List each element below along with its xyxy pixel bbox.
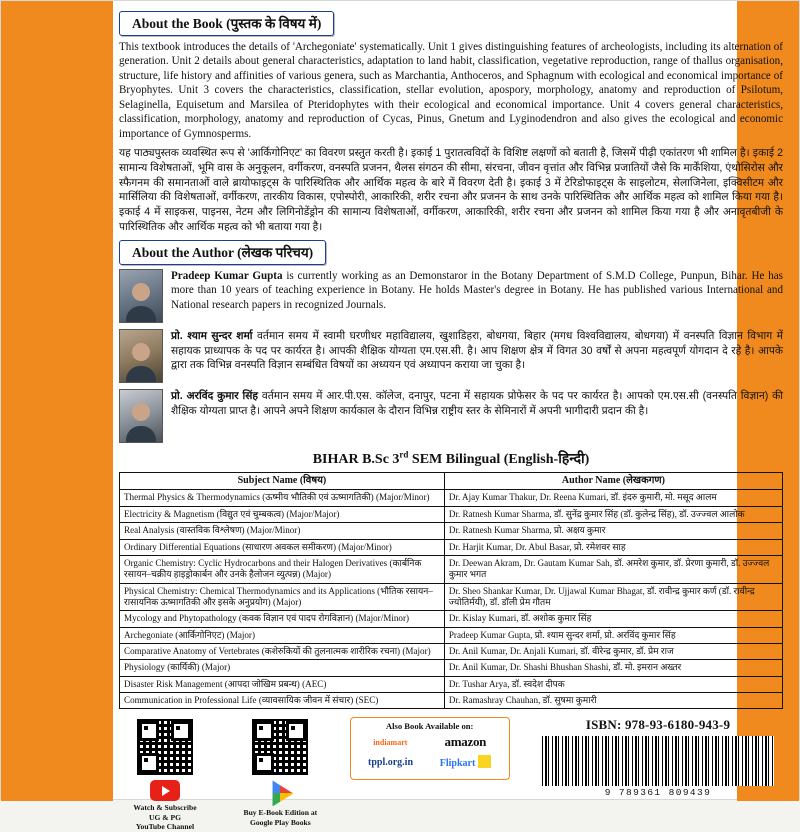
table-row xyxy=(120,539,783,555)
about-author-heading-wrap xyxy=(119,240,783,265)
author-entry xyxy=(119,329,783,383)
cell-author: Dr. Deewan Akram, Dr. Gautam Kumar Sah, डॉ. अमरेश कुमार, डॉ. प्रेरणा कुमारी, डॉ. उज्ज्वल कुमार भगत xyxy=(444,555,782,583)
author-bio-text: is currently working as an Demonstaror in the Botany Department of S.M.D College, Punpun, Bihar. He has more than 10 years of teaching experience in Botany. He holds Master's degree in Botany. He has published various International and National research papers in recognized Journals. xyxy=(171,269,783,311)
table-row xyxy=(120,506,783,522)
cell-author: Dr. Ramashray Chauhan, डॉ. सुषमा कुमारी xyxy=(444,693,782,709)
cell-subject: Ordinary Differential Equations (साधारण अवकल समीकरण) (Major/Minor) xyxy=(120,539,445,555)
subject-author-table xyxy=(119,472,783,710)
about-author-heading: About the Author (लेखक परिचय) xyxy=(119,240,326,265)
table-row xyxy=(120,611,783,627)
about-book-heading-wrap xyxy=(119,11,783,36)
table-body xyxy=(120,490,783,709)
author-bio xyxy=(171,269,783,312)
flipkart-logo[interactable]: Flipkart xyxy=(439,758,476,770)
availability-title: Also Book Available on: xyxy=(385,721,474,732)
barcode-number: 9 789361 809439 xyxy=(604,787,712,799)
availability-box xyxy=(350,717,510,780)
flipkart-bag-icon xyxy=(478,755,491,768)
cell-subject: Communication in Professional Life (व्यावसायिक जीवन में संचार) (SEC) xyxy=(120,693,445,709)
availability-row-1 xyxy=(355,734,505,750)
googleplay-line1: Buy E-Book Edition at xyxy=(243,808,318,818)
about-book-paragraph-hi: यह पाठ्यपुस्तक व्यवस्थित रूप से 'आर्किगोनिएट' का विवरण प्रस्तुत करती है। इकाई 1 पुरातत्वविदों के विशिष्ट लक्षणों को बताती है, जिसमें पीढ़ी एकांतरण भी शामिल है। इकाई 2 सामान्य विशेषताओं, भूमि वास के अनुकूलन, वर्गीकरण, वनस्पति प्रजनन, थैलस संगठन की सीमा, संरचना, जीवन वृत्तांत और विभिन्न प्रजातियों जैसे कि मार्केंशिया, एंथोसिरोस और स्फैगनम की समानताओं वाले ब्रायोफाइट्स के पारिस्थितिक और आर्थिक महत्व के बारे में विवरण देती है। इकाई 3 में टेरिडोफाइट्स के साइलोटम, सेलाजिनेला, इक्विसीटम और मार्सिलिया की विशेषताओं, वर्गीकरण, तारकीय विकास, एपोस्पोरी, आकारिकी, शरीर रचना और प्रजनन के साथ उनके पारिस्थितिक और आर्थिक महत्व को शामिल किया गया है। इकाई 4 में साइकस, पाइनस, नेटम और लिगिनोडेंड्रोन की सामान्य विशेषताओं, वर्गीकरण, आकारिकी, शरीर रचना और प्रजनन को शामिल किया गया है और अनावृतबीजी के पारिस्थितिक और आर्थिक महत्व को भी बताया गया है। xyxy=(119,146,783,234)
about-book-heading: About the Book (पुस्तक के विषय में) xyxy=(119,11,334,36)
cover-content xyxy=(119,9,784,832)
cell-subject: Physiology (कार्यिकी) (Major) xyxy=(120,660,445,676)
author-entry xyxy=(119,269,783,323)
column-header-author: Author Name (लेखकगण) xyxy=(444,472,782,490)
table-row xyxy=(120,490,783,506)
youtube-line1: Watch & Subscribe xyxy=(133,803,197,813)
amazon-logo[interactable]: amazon xyxy=(444,734,487,750)
author-photo xyxy=(119,269,163,323)
cell-author: Dr. Harjit Kumar, Dr. Abul Basar, प्रो. रमेशवर साह xyxy=(444,539,782,555)
cell-author: Dr. Sheo Shankar Kumar, Dr. Ujjawal Kumar Bhagat, डॉ. रावीन्द्र कुमार कर्ण (डॉ. रावीन्द्र ज्योतिर्मयी), डॉ. डॉली प्रेम गौतम xyxy=(444,583,782,611)
author-name: प्रो. अरविंद कुमार सिंह xyxy=(171,389,259,402)
table-row xyxy=(120,660,783,676)
ordinal-suffix: rd xyxy=(399,449,409,460)
series-table-title: BIHAR B.Sc 3rd SEM Bilingual (English-हिन्दी) xyxy=(312,449,590,467)
cell-author: Dr. Ratnesh Kumar Sharma, प्रो. अक्षय कुमार xyxy=(444,523,782,539)
author-photo xyxy=(119,329,163,383)
cell-subject: Physical Chemistry: Chemical Thermodynamics and its Applications (भौतिक रसायन–रासायनिक ऊष्मागतिकी और इसके अनुप्रयोग) (Major) xyxy=(120,583,445,611)
indiamart-logo[interactable]: indiamart xyxy=(373,737,408,747)
isbn-block xyxy=(533,717,783,798)
youtube-icon xyxy=(150,780,180,801)
cell-author: Dr. Ratnesh Kumar Sharma, डॉ. सुनेंद्र कुमार सिंह (डॉ. कुलेन्द्र सिंह), डॉ. उज्ज्वल आलोक xyxy=(444,506,782,522)
cell-subject: Thermal Physics & Thermodynamics (ऊष्मीय भौतिकी एवं ऊष्मागतिकी) (Major/Minor) xyxy=(120,490,445,506)
youtube-line2: UG & PG xyxy=(148,812,182,822)
cell-subject: Mycology and Phytopathology (कवक विज्ञान एवं पादप रोगविज्ञान) (Major/Minor) xyxy=(120,611,445,627)
author-entry xyxy=(119,389,783,443)
author-bio xyxy=(171,329,783,373)
table-row xyxy=(120,555,783,583)
cell-author: Dr. Anil Kumar, Dr. Shashi Bhushan Shashi, डॉ. मो. इमरान अख्तर xyxy=(444,660,782,676)
cell-subject: Archegoniate (आर्किगोनिएट) (Major) xyxy=(120,627,445,643)
table-row xyxy=(120,627,783,643)
cell-author: Dr. Kislay Kumari, डॉ. अशोक कुमार सिंह xyxy=(444,611,782,627)
author-bio xyxy=(171,389,783,418)
qr-code-youtube[interactable] xyxy=(135,717,195,777)
left-orange-bar xyxy=(1,1,113,801)
cell-subject: Disaster Risk Management (आपदा जोखिम प्रबन्ध) (AEC) xyxy=(120,676,445,692)
availability-row-2 xyxy=(355,753,505,771)
isbn-text: ISBN: 978-93-6180-943-9 xyxy=(585,717,731,733)
table-row xyxy=(120,523,783,539)
googleplay-line2: Google Play Books xyxy=(249,817,311,827)
cell-author: Dr. Ajay Kumar Thakur, Dr. Reena Kumari, डॉ. इंदरु कुमारी, मो. मसूद आलम xyxy=(444,490,782,506)
qr-code-googleplay[interactable] xyxy=(250,717,310,777)
table-header-row xyxy=(120,472,783,490)
author-bio-text: वर्तमान समय में आर.पी.एस. कॉलेज, दनापुर, पटना में सहायक प्रोफेसर के पद पर कार्यरत है। आपको एम.एस.सी (वनस्पति विज्ञान) की शैक्षिक योग्यता प्राप्त है। आपने अपने शिक्षण कार्यकाल के दौरान विभिन्न राष्ट्रीय स्तर के सेमिनारों में अपनी भागीदारी प्रदान की है। xyxy=(171,389,784,417)
youtube-qr-block[interactable] xyxy=(119,717,211,831)
author-name: Pradeep Kumar Gupta xyxy=(171,269,283,282)
googleplay-qr-block[interactable] xyxy=(234,717,326,827)
table-row xyxy=(120,644,783,660)
cell-author: Pradeep Kumar Gupta, प्रो. श्याम सुन्दर शर्मा, प्रो. अरविंद कुमार सिंह xyxy=(444,627,782,643)
bottom-strip xyxy=(119,717,783,831)
cell-subject: Comparative Anatomy of Vertebrates (कशेरुकियों की तुलनात्मक शारीरिक रचना) (Major) xyxy=(120,644,445,660)
google-play-icon xyxy=(267,780,293,806)
table-row xyxy=(120,583,783,611)
table-row xyxy=(120,693,783,709)
column-header-subject: Subject Name (विषय) xyxy=(120,472,445,490)
cell-subject: Electricity & Magnetism (विद्युत एवं चुम्बकत्व) (Major/Major) xyxy=(120,506,445,522)
youtube-line3: YouTube Channel xyxy=(135,822,195,832)
about-book-paragraph-en: This textbook introduces the details of 'Archegoniate' systematically. Unit 1 gives distinguishing features of archeologists, including its alternation of generation. Unit 2 details about general characteristics, adaptation to land habit, classification, vegetative reproduction, range of thallus organisation, structure, life history and affinities of various genera, such as Marchantia, Anthoceros, and Sphagnum with ecological and economical importance of Bryophytes. Unit 3 covers the characteristics, classification, stellar evolution, apospory, morphology, anatomy and reproduction of Psilotum, Selaginella, Equisetum and Marsilea of Pteridophytes with their ecological and economical importance. Unit 4 covers general characteristics, classification, morphology, anatomy and reproduction of Cycas, Pinus, Gnetum and Lyginodendron and also gives the ecological and economic importance of Gymnosperms. xyxy=(119,41,783,140)
cell-author: Dr. Tushar Arya, डॉ. स्वदेश दीपक xyxy=(444,676,782,692)
barcode-image xyxy=(542,736,774,786)
cell-subject: Real Analysis (वास्तविक विश्लेषण) (Major/Minor) xyxy=(120,523,445,539)
cell-author: Dr. Anil Kumar, Dr. Anjali Kumari, डॉ. वीरेन्द्र कुमार, डॉ. प्रेम राज xyxy=(444,644,782,660)
tppl-logo[interactable]: tppl.org.in xyxy=(368,756,414,768)
author-photo xyxy=(119,389,163,443)
author-bio-text: वर्तमान समय में स्वामी घरणीधर महाविद्यालय, खुशाडिहरा, बोधगया, बिहार (मगध विश्वविद्यालय, बोधगया) में वनस्पति विज्ञान विभाग में सहायक प्राध्यापक के पद पर कार्यरत है। आपकी शैक्षिक योग्यता एम.एस.सी. है। आप शिक्षण क्षेत्र में विगत 30 वर्षों से अपना महत्वपूर्ण योगदान दे रहे है। आपके द्वारा तक विभिन्न वनस्पति विज्ञान सम्बंधित विषयों का अध्ययन एवं अध्यापन कराया जा चुका है। xyxy=(171,329,783,372)
author-name: प्रो. श्याम सुन्दर शर्मा xyxy=(171,329,253,342)
table-row xyxy=(120,676,783,692)
cell-subject: Organic Chemistry: Cyclic Hydrocarbons and their Halogen Derivatives (कार्बनिक रसायन–चक्रीय हाइड्रोकार्बन और उनके हैलोजन व्युत्पन्न) (Major) xyxy=(120,555,445,583)
